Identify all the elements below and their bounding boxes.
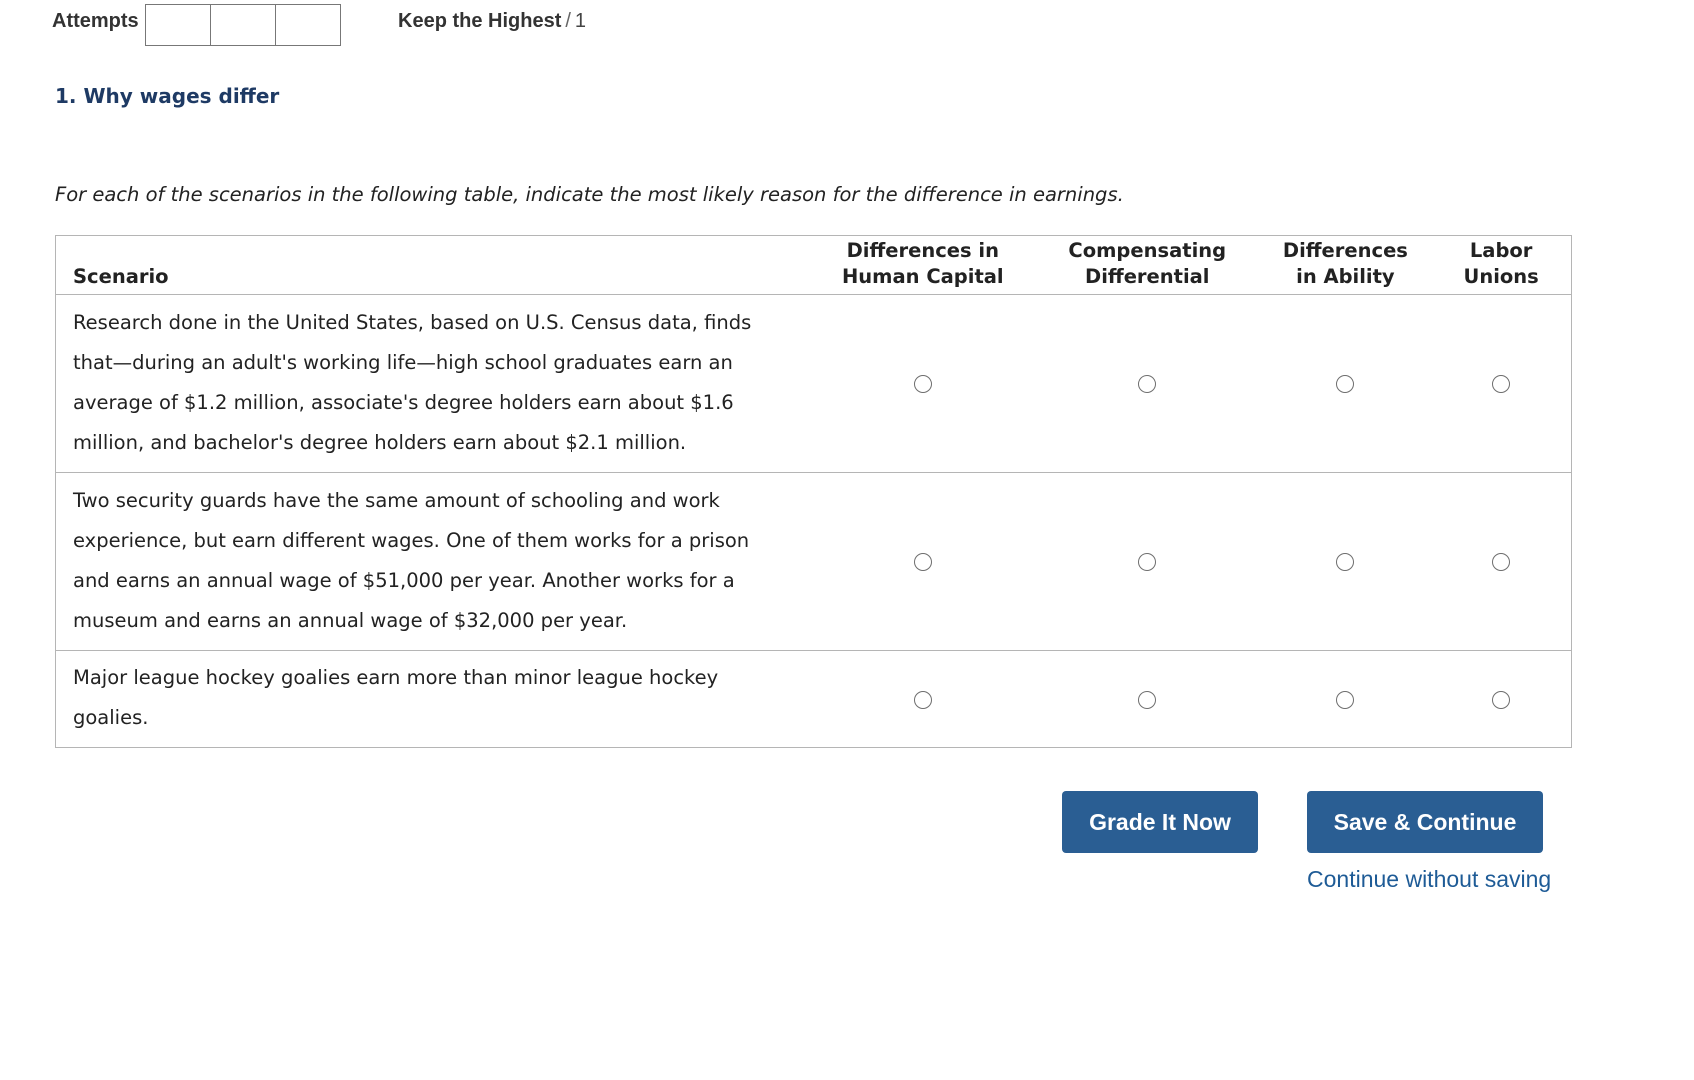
column-header-compensating-differential [1035, 236, 1260, 295]
attempts-label: Attempts [52, 10, 139, 32]
column-header-differences-in-ability [1260, 236, 1432, 295]
radio-human-capital[interactable] [914, 691, 932, 709]
attempt-boxes [145, 4, 341, 46]
attempt-box-1 [145, 4, 211, 46]
radio-cell [1431, 651, 1571, 748]
column-header-scenario: Scenario [56, 236, 811, 295]
radio-differences-in-ability[interactable] [1336, 691, 1354, 709]
radio-compensating-differential[interactable] [1138, 375, 1156, 393]
scenario-text: Research done in the United States, based on U.S. Census data, finds that—during an adult's working life—high school graduates earn an average of $1.2 million, associate's degree holders earn about $1.6 million, and bachelor's degree holders earn about $2.1 million. [56, 295, 811, 473]
table-row [56, 651, 1572, 748]
radio-cell [811, 295, 1035, 473]
column-header-line: in Ability [1296, 265, 1395, 288]
column-header-line: Labor [1469, 239, 1533, 262]
radio-labor-unions[interactable] [1492, 553, 1510, 571]
attempt-box-2 [210, 4, 276, 46]
radio-cell [1431, 473, 1571, 651]
continue-without-saving-link[interactable]: Continue without saving [1307, 866, 1552, 892]
radio-cell [1035, 295, 1260, 473]
radio-cell [1431, 295, 1571, 473]
column-header-line: Compensating [1068, 239, 1227, 262]
radio-differences-in-ability[interactable] [1336, 375, 1354, 393]
column-header-line: Unions [1463, 265, 1539, 288]
radio-compensating-differential[interactable] [1138, 553, 1156, 571]
radio-cell [811, 473, 1035, 651]
radio-human-capital[interactable] [914, 375, 932, 393]
radio-differences-in-ability[interactable] [1336, 553, 1354, 571]
grade-it-now-button[interactable]: Grade It Now [1062, 791, 1258, 853]
grading-policy-text: Keep the Highest [398, 10, 562, 32]
column-header-line: Differential [1085, 265, 1210, 288]
question-title: 1. Why wages differ [55, 84, 280, 108]
table-header-row [56, 236, 1572, 295]
radio-labor-unions[interactable] [1492, 691, 1510, 709]
scenario-text: Two security guards have the same amount of schooling and work experience, but earn different wages. One of them works for a prison and earns an annual wage of $51,000 per year. Another works for a museum and earns an annual wage of $32,000 per year. [56, 473, 811, 651]
table-row [56, 473, 1572, 651]
radio-cell [1035, 651, 1260, 748]
radio-cell [1260, 473, 1432, 651]
column-header-human-capital [811, 236, 1035, 295]
radio-cell [811, 651, 1035, 748]
save-and-continue-button[interactable]: Save & Continue [1307, 791, 1543, 853]
radio-cell [1035, 473, 1260, 651]
attempt-box-3 [275, 4, 341, 46]
radio-labor-unions[interactable] [1492, 375, 1510, 393]
column-header-line: Human Capital [841, 265, 1004, 288]
radio-cell [1260, 295, 1432, 473]
radio-compensating-differential[interactable] [1138, 691, 1156, 709]
scenario-text: Major league hockey goalies earn more than minor league hockey goalies. [56, 651, 811, 748]
grading-separator: / [565, 10, 571, 32]
column-header-line: Differences [1282, 239, 1408, 262]
column-header-labor-unions [1431, 236, 1571, 295]
radio-human-capital[interactable] [914, 553, 932, 571]
question-instructions: For each of the scenarios in the following table, indicate the most likely reason for the difference in earnings. [55, 183, 1124, 206]
grading-points: 1 [574, 10, 587, 32]
table-row [56, 295, 1572, 473]
radio-cell [1260, 651, 1432, 748]
grading-policy [398, 10, 586, 33]
scenario-table [55, 235, 1572, 748]
column-header-line: Differences in [846, 239, 999, 262]
